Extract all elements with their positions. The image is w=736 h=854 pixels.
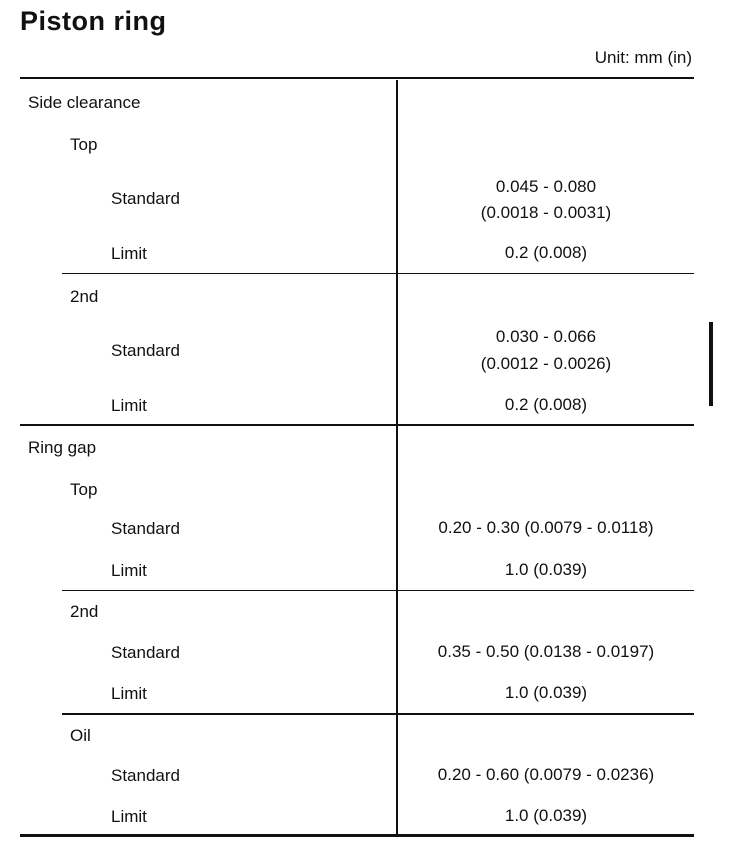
divider-line — [62, 590, 694, 591]
ring-gap-2nd-limit-value: 1.0 (0.039) — [504, 683, 588, 702]
divider-line — [62, 713, 694, 715]
divider-line — [62, 273, 694, 274]
side-clearance-top-limit-value: 0.2 (0.008) — [504, 243, 588, 262]
ring-gap-heading: Ring gap — [28, 438, 97, 457]
side-clearance-2nd-standard-label: Standard — [111, 341, 180, 360]
unit-label: Unit: mm (in) — [594, 48, 692, 67]
ring-gap-2nd-standard-label: Standard — [111, 643, 180, 662]
side-clearance-top-standard-value-in: (0.0018 - 0.0031) — [480, 203, 612, 222]
side-clearance-top-standard-value-mm: 0.045 - 0.080 — [495, 177, 597, 196]
ring-gap-2nd-limit-label: Limit — [111, 684, 147, 703]
ring-gap-oil-standard-label: Standard — [111, 766, 180, 785]
ring-gap-oil-limit-value: 1.0 (0.039) — [504, 806, 588, 825]
ring-gap-top-label: Top — [70, 480, 98, 499]
ring-gap-2nd-standard-value: 0.35 - 0.50 (0.0138 - 0.0197) — [437, 642, 655, 661]
section-divider — [20, 424, 694, 426]
side-clearance-2nd-standard-value-mm: 0.030 - 0.066 — [495, 327, 597, 346]
side-clearance-top-limit-label: Limit — [111, 244, 147, 263]
side-clearance-top-label: Top — [70, 135, 98, 154]
side-clearance-2nd-standard-value-in: (0.0012 - 0.0026) — [480, 354, 612, 373]
side-clearance-heading: Side clearance — [28, 93, 141, 112]
ring-gap-top-limit-label: Limit — [111, 561, 147, 580]
ring-gap-top-standard-label: Standard — [111, 519, 180, 538]
ring-gap-2nd-label: 2nd — [70, 602, 99, 621]
table-top-rule — [20, 77, 694, 79]
side-clearance-2nd-limit-value: 0.2 (0.008) — [504, 395, 588, 414]
ring-gap-oil-label: Oil — [70, 726, 91, 745]
side-clearance-2nd-limit-label: Limit — [111, 396, 147, 415]
ring-gap-oil-standard-value: 0.20 - 0.60 (0.0079 - 0.0236) — [437, 765, 655, 784]
page-title: Piston ring — [20, 6, 167, 36]
ring-gap-oil-limit-label: Limit — [111, 807, 147, 826]
side-clearance-top-standard-label: Standard — [111, 189, 180, 208]
ring-gap-top-limit-value: 1.0 (0.039) — [504, 560, 588, 579]
ring-gap-top-standard-value: 0.20 - 0.30 (0.0079 - 0.0118) — [438, 518, 654, 537]
side-clearance-2nd-label: 2nd — [70, 287, 99, 306]
revision-sidebar-mark — [709, 322, 713, 406]
table-bottom-rule — [20, 834, 694, 837]
